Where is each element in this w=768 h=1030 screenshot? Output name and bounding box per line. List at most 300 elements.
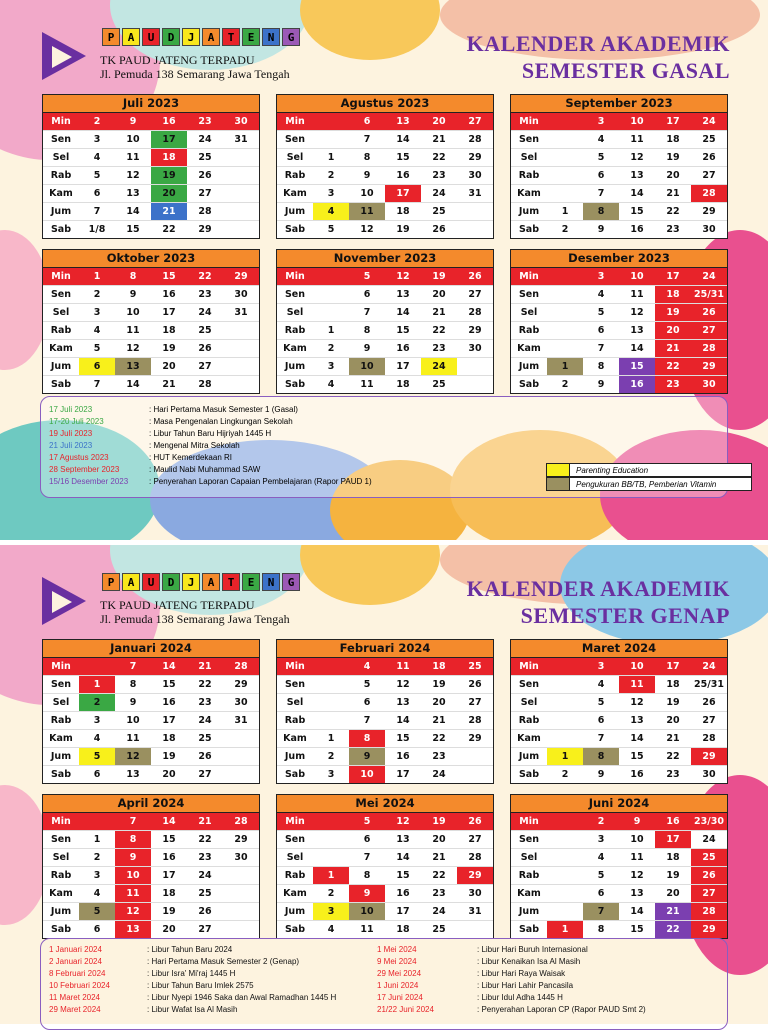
date-cell: 12 <box>630 697 644 708</box>
date-cell: 17 <box>396 361 410 372</box>
date-cell: 10 <box>349 766 385 783</box>
date-cell: 1 <box>93 834 101 845</box>
date-cell: 8 <box>597 924 605 935</box>
date-cell: 26 <box>198 751 212 762</box>
week-row <box>511 167 727 185</box>
date-cell: 29 <box>691 921 727 938</box>
date-cell: 8 <box>363 325 371 336</box>
week-row <box>511 221 727 238</box>
weekday-label: Jum <box>284 361 306 372</box>
date-cell: 20 <box>162 361 176 372</box>
date-cell: 16 <box>396 343 410 354</box>
date-cell: 2 <box>93 289 101 300</box>
date-cell: 9 <box>115 849 151 866</box>
date-cell: 28 <box>234 661 248 672</box>
weekday-label: Sel <box>520 697 538 708</box>
date-cell: 12 <box>115 903 151 920</box>
date-cell: 3 <box>327 188 335 199</box>
brand-letter: U <box>142 573 160 591</box>
weekday-label: Rab <box>518 870 540 881</box>
weekday-label: Sab <box>284 379 306 390</box>
week-row <box>511 358 727 376</box>
date-cell <box>223 340 259 357</box>
date-cell: 15 <box>630 924 644 935</box>
week-row <box>43 921 259 938</box>
date-cell: 28 <box>468 134 482 145</box>
date-cell: 19 <box>666 870 680 881</box>
week-row <box>277 921 493 938</box>
date-cell: 2 <box>561 769 569 780</box>
month-title: Mei 2024 <box>277 795 493 813</box>
date-cell: 25 <box>702 134 716 145</box>
date-cell <box>457 766 493 783</box>
weekday-label: Jum <box>518 751 540 762</box>
weekday-label: Sen <box>518 289 540 300</box>
week-row <box>43 167 259 185</box>
date-cell: 20 <box>151 185 187 202</box>
date-cell: 23 <box>432 343 446 354</box>
date-cell: 17 <box>385 185 421 202</box>
date-cell: 25 <box>432 206 446 217</box>
date-cell: 23 <box>198 116 212 127</box>
week-row <box>277 322 493 340</box>
week-row <box>277 694 493 712</box>
date-cell: 23 <box>198 852 212 863</box>
weekday-label: Rab <box>50 170 72 181</box>
date-cell: 16 <box>619 376 655 393</box>
date-cell: 25 <box>468 661 482 672</box>
week-row <box>277 903 493 921</box>
decor-blob <box>300 0 440 60</box>
date-cell: 1 <box>547 748 583 765</box>
date-cell: 6 <box>93 188 101 199</box>
date-cell: 17 <box>666 271 680 282</box>
date-cell: 6 <box>79 358 115 375</box>
date-cell <box>547 185 583 202</box>
date-cell <box>313 658 349 675</box>
date-cell: 31 <box>234 307 248 318</box>
date-cell: 7 <box>583 903 619 920</box>
date-cell: 19 <box>162 343 176 354</box>
date-cell <box>223 358 259 375</box>
date-cell <box>313 813 349 830</box>
date-cell: 26 <box>468 816 482 827</box>
date-cell: 21 <box>432 307 446 318</box>
date-cell: 24 <box>702 116 716 127</box>
brand-letter: G <box>282 28 300 46</box>
date-cell: 23 <box>198 697 212 708</box>
date-cell: 26 <box>468 679 482 690</box>
date-cell: 11 <box>360 924 374 935</box>
date-cell: 18 <box>666 852 680 863</box>
date-cell: 20 <box>666 888 680 899</box>
week-row <box>277 304 493 322</box>
week-row <box>277 358 493 376</box>
date-cell: 18 <box>396 924 410 935</box>
date-cell: 20 <box>162 924 176 935</box>
weekday-label: Sab <box>50 924 72 935</box>
date-cell: 1 <box>313 867 349 884</box>
date-cell: 6 <box>363 289 371 300</box>
date-cell: 24 <box>198 307 212 318</box>
weekday-label: Sen <box>284 834 306 845</box>
brand-letters <box>102 573 300 591</box>
date-cell: 20 <box>666 715 680 726</box>
date-cell: 21 <box>162 379 176 390</box>
weekday-label: Jum <box>50 906 72 917</box>
week-row <box>277 340 493 358</box>
month-title: Maret 2024 <box>511 640 727 658</box>
week-row <box>277 748 493 766</box>
note-item: 29 Maret 2024 : Libur Wafat Isa Al Masih <box>49 1005 238 1014</box>
date-cell: 22 <box>432 733 446 744</box>
week-row <box>43 322 259 340</box>
month-title: Juni 2024 <box>511 795 727 813</box>
date-cell: 18 <box>162 733 176 744</box>
week-row <box>277 221 493 238</box>
date-cell: 20 <box>432 289 446 300</box>
date-cell: 11 <box>126 733 140 744</box>
date-cell: 30 <box>234 852 248 863</box>
date-cell: 22 <box>432 152 446 163</box>
date-cell: 20 <box>666 170 680 181</box>
date-cell <box>457 221 493 238</box>
date-cell: 23 <box>655 376 691 393</box>
brand-letter: A <box>202 573 220 591</box>
date-cell: 8 <box>115 831 151 848</box>
date-cell: 16 <box>666 816 680 827</box>
date-cell <box>457 748 493 765</box>
brand-letter: A <box>202 28 220 46</box>
week-row <box>511 748 727 766</box>
date-cell: 11 <box>126 325 140 336</box>
date-cell: 1 <box>547 358 583 375</box>
date-cell: 18 <box>432 661 446 672</box>
date-cell: 7 <box>93 379 101 390</box>
date-cell: 8 <box>363 870 371 881</box>
date-cell: 2 <box>561 224 569 235</box>
date-cell: 28 <box>234 816 248 827</box>
date-cell: 11 <box>396 661 410 672</box>
month-title: Desember 2023 <box>511 250 727 268</box>
date-cell: 24 <box>432 188 446 199</box>
weekday-label: Kam <box>49 888 73 899</box>
weekday-label: Sab <box>518 924 540 935</box>
month-title: Oktober 2023 <box>43 250 259 268</box>
week-row <box>277 766 493 783</box>
week-row <box>43 903 259 921</box>
date-cell <box>223 748 259 765</box>
date-cell: 22 <box>432 325 446 336</box>
date-cell: 18 <box>666 679 680 690</box>
date-cell: 6 <box>597 715 605 726</box>
month-calendar <box>42 249 260 394</box>
note-item: 17 Juli 2023 : Hari Pertama Masuk Semester 1 (Gasal) <box>49 405 298 414</box>
weekday-label: Rab <box>284 870 306 881</box>
brand-letter: T <box>222 573 240 591</box>
date-cell <box>313 304 349 321</box>
date-cell <box>223 322 259 339</box>
date-cell: 13 <box>126 188 140 199</box>
date-cell: 23/30 <box>694 816 724 827</box>
date-cell: 27 <box>198 769 212 780</box>
date-cell: 7 <box>363 307 371 318</box>
date-cell: 15 <box>396 325 410 336</box>
week-row <box>511 885 727 903</box>
date-cell: 5 <box>93 170 101 181</box>
date-cell: 20 <box>432 834 446 845</box>
weekday-label: Rab <box>518 170 540 181</box>
date-cell <box>457 921 493 938</box>
date-cell: 4 <box>327 924 335 935</box>
date-cell: 26 <box>702 152 716 163</box>
date-cell <box>547 167 583 184</box>
date-cell: 13 <box>630 888 644 899</box>
date-cell: 27 <box>468 697 482 708</box>
date-cell: 27 <box>198 924 212 935</box>
month-calendar <box>510 639 728 784</box>
month-calendar <box>276 639 494 784</box>
date-cell: 27 <box>691 885 727 902</box>
date-cell: 7 <box>363 134 371 145</box>
date-cell: 31 <box>468 906 482 917</box>
week-row <box>43 131 259 149</box>
week-row <box>511 903 727 921</box>
date-cell: 19 <box>432 271 446 282</box>
title-line-2: SEMESTER GENAP <box>520 603 730 628</box>
weekday-label: Rab <box>518 325 540 336</box>
date-cell: 19 <box>162 906 176 917</box>
date-cell: 21 <box>432 852 446 863</box>
date-cell: 3 <box>597 661 605 672</box>
date-cell: 26 <box>468 271 482 282</box>
date-cell <box>313 694 349 711</box>
week-row <box>277 167 493 185</box>
date-cell: 18 <box>151 149 187 166</box>
date-cell: 16 <box>630 769 644 780</box>
date-cell: 16 <box>162 289 176 300</box>
date-cell: 30 <box>234 289 248 300</box>
date-cell: 11 <box>360 379 374 390</box>
date-cell: 20 <box>432 116 446 127</box>
date-cell: 1 <box>327 152 335 163</box>
date-cell: 5 <box>363 816 371 827</box>
date-cell <box>313 712 349 729</box>
date-cell: 29 <box>468 733 482 744</box>
date-cell: 1 <box>547 921 583 938</box>
date-cell: 21 <box>198 661 212 672</box>
date-cell: 21 <box>666 188 680 199</box>
date-cell: 18 <box>655 286 691 303</box>
date-cell: 6 <box>363 834 371 845</box>
page-title <box>467 575 730 629</box>
date-cell: 4 <box>597 289 605 300</box>
brand-letter: E <box>242 573 260 591</box>
date-cell: 10 <box>126 715 140 726</box>
week-row <box>43 203 259 221</box>
date-cell: 2 <box>327 751 335 762</box>
weekday-label: Rab <box>284 715 306 726</box>
weekday-label: Jum <box>284 206 306 217</box>
date-cell: 4 <box>93 733 101 744</box>
date-cell: 12 <box>396 679 410 690</box>
weekday-label: Min <box>285 271 305 282</box>
date-cell: 13 <box>396 834 410 845</box>
date-cell <box>223 867 259 884</box>
date-cell: 9 <box>363 343 371 354</box>
note-item: 11 Maret 2024 : Libur Nyepi 1946 Saka dan Awal Ramadhan 1445 H <box>49 993 337 1002</box>
date-cell: 10 <box>126 134 140 145</box>
date-cell <box>223 766 259 783</box>
date-cell: 22 <box>162 224 176 235</box>
week-row <box>511 286 727 304</box>
date-cell: 18 <box>666 134 680 145</box>
date-cell: 15 <box>396 870 410 881</box>
date-cell: 11 <box>630 852 644 863</box>
date-cell: 17 <box>396 769 410 780</box>
school-info <box>100 598 290 626</box>
date-cell: 14 <box>162 661 176 672</box>
date-cell: 18 <box>162 888 176 899</box>
date-cell: 18 <box>162 325 176 336</box>
brand-letter: D <box>162 573 180 591</box>
date-cell: 3 <box>93 134 101 145</box>
note-item: 1 Januari 2024 : Libur Tahun Baru 2024 <box>49 945 233 954</box>
date-cell: 7 <box>129 816 137 827</box>
date-cell: 7 <box>597 733 605 744</box>
weekday-label: Kam <box>517 188 541 199</box>
date-cell <box>313 131 349 148</box>
date-cell: 24 <box>432 769 446 780</box>
brand-letter: E <box>242 28 260 46</box>
date-cell: 27 <box>702 170 716 181</box>
date-cell: 9 <box>129 697 137 708</box>
weekday-label: Kam <box>283 733 307 744</box>
date-cell: 3 <box>597 834 605 845</box>
date-cell: 21 <box>198 816 212 827</box>
week-row <box>43 730 259 748</box>
date-cell: 15 <box>396 152 410 163</box>
week-row <box>43 766 259 783</box>
weekday-label: Jum <box>50 206 72 217</box>
weekday-label: Sel <box>52 697 70 708</box>
date-cell: 17 <box>666 661 680 672</box>
date-cell: 17 <box>162 715 176 726</box>
brand-letter: N <box>262 573 280 591</box>
weekday-label: Sel <box>520 307 538 318</box>
date-cell <box>223 903 259 920</box>
weekday-label: Sen <box>284 134 306 145</box>
date-cell <box>547 113 583 130</box>
date-cell: 10 <box>630 271 644 282</box>
date-cell: 13 <box>630 170 644 181</box>
date-cell: 7 <box>597 188 605 199</box>
date-cell: 26 <box>691 304 727 321</box>
weekday-label: Rab <box>50 870 72 881</box>
week-row <box>511 149 727 167</box>
date-cell: 5 <box>597 307 605 318</box>
date-cell: 24 <box>198 715 212 726</box>
week-row <box>511 694 727 712</box>
title-line-1: KALENDER AKADEMIK <box>466 31 730 56</box>
week-row <box>43 221 259 238</box>
date-cell: 22 <box>198 271 212 282</box>
week-row <box>277 867 493 885</box>
month-title: November 2023 <box>277 250 493 268</box>
date-cell: 10 <box>630 116 644 127</box>
weekday-label: Kam <box>283 888 307 899</box>
month-calendar <box>42 794 260 939</box>
title-line-1: KALENDER AKADEMIK <box>466 576 730 601</box>
week-row <box>277 849 493 867</box>
date-cell <box>547 849 583 866</box>
date-cell: 14 <box>126 379 140 390</box>
date-cell <box>547 131 583 148</box>
brand-letter: D <box>162 28 180 46</box>
date-cell: 28 <box>198 206 212 217</box>
date-cell: 6 <box>597 325 605 336</box>
school-address: Jl. Pemuda 138 Semarang Jawa Tengah <box>100 612 290 626</box>
date-cell: 29 <box>198 224 212 235</box>
date-cell <box>547 831 583 848</box>
date-cell <box>547 304 583 321</box>
weekday-label: Rab <box>50 715 72 726</box>
date-cell: 27 <box>691 322 727 339</box>
weekday-label: Min <box>285 661 305 672</box>
date-cell: 2 <box>327 888 335 899</box>
weekday-label: Jum <box>518 906 540 917</box>
month-title: Agustus 2023 <box>277 95 493 113</box>
weekday-label: Sab <box>50 769 72 780</box>
date-cell <box>457 203 493 220</box>
date-cell: 2 <box>93 852 101 863</box>
date-cell: 19 <box>432 816 446 827</box>
date-cell: 6 <box>597 170 605 181</box>
date-cell: 30 <box>468 888 482 899</box>
date-cell: 14 <box>396 715 410 726</box>
sunday-row <box>43 268 259 286</box>
week-row <box>43 304 259 322</box>
weekday-label: Jum <box>50 751 72 762</box>
date-cell: 28 <box>691 340 727 357</box>
date-cell: 31 <box>468 188 482 199</box>
weekday-label: Kam <box>49 733 73 744</box>
date-cell: 6 <box>93 924 101 935</box>
date-cell: 13 <box>396 289 410 300</box>
date-cell: 24 <box>421 358 457 375</box>
date-cell: 28 <box>468 852 482 863</box>
date-cell: 31 <box>234 134 248 145</box>
weekday-label: Sab <box>518 769 540 780</box>
date-cell: 19 <box>432 679 446 690</box>
date-cell: 9 <box>597 769 605 780</box>
date-cell <box>313 286 349 303</box>
week-row <box>43 694 259 712</box>
date-cell: 4 <box>597 852 605 863</box>
note-item: 1 Mei 2024 : Libur Hari Buruh Internasional <box>377 945 588 954</box>
date-cell <box>223 730 259 747</box>
sunday-row <box>511 113 727 131</box>
weekday-label: Jum <box>518 206 540 217</box>
note-item: 9 Mei 2024 : Libur Kenaikan Isa Al Masih <box>377 957 581 966</box>
weekday-label: Kam <box>517 343 541 354</box>
date-cell: 16 <box>162 697 176 708</box>
title-line-2: SEMESTER GASAL <box>521 58 730 83</box>
date-cell: 15 <box>630 206 644 217</box>
month-calendar <box>510 249 728 394</box>
date-cell: 4 <box>93 152 101 163</box>
date-cell: 4 <box>363 661 371 672</box>
